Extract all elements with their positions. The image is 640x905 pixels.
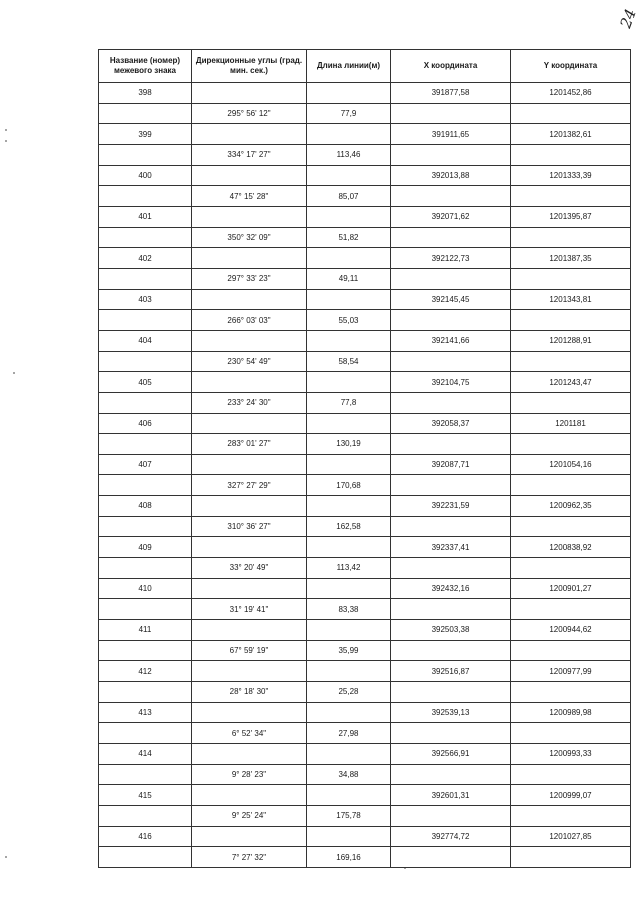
table-header-row	[99, 50, 631, 83]
table-row	[99, 805, 631, 826]
x-coordinate-cell: 392503,38	[391, 620, 511, 641]
angle-cell: 283° 01' 27"	[192, 434, 307, 455]
table-row	[99, 847, 631, 868]
x-coordinate-cell	[391, 516, 511, 537]
name-cell: 400	[99, 165, 192, 186]
name-cell: 401	[99, 206, 192, 227]
length-cell	[307, 661, 391, 682]
x-coordinate-cell: 392122,73	[391, 248, 511, 269]
length-cell: 34,88	[307, 764, 391, 785]
y-coordinate-cell: 1201395,87	[511, 206, 631, 227]
table-row	[99, 165, 631, 186]
length-cell: 77,8	[307, 392, 391, 413]
y-coordinate-cell	[511, 186, 631, 207]
x-coordinate-cell	[391, 847, 511, 868]
table-row	[99, 723, 631, 744]
length-cell	[307, 165, 391, 186]
x-coordinate-cell	[391, 186, 511, 207]
x-coordinate-cell	[391, 558, 511, 579]
scan-speck	[13, 372, 15, 374]
table-row	[99, 475, 631, 496]
y-coordinate-cell: 1200901,27	[511, 578, 631, 599]
y-coordinate-cell: 1201452,86	[511, 83, 631, 104]
x-coordinate-cell: 392539,13	[391, 702, 511, 723]
angle-cell	[192, 454, 307, 475]
name-cell	[99, 558, 192, 579]
table-row	[99, 206, 631, 227]
table-row	[99, 372, 631, 393]
y-coordinate-cell	[511, 558, 631, 579]
x-coordinate-cell	[391, 268, 511, 289]
angle-cell: 310° 36' 27"	[192, 516, 307, 537]
name-cell	[99, 434, 192, 455]
y-coordinate-cell: 1201387,35	[511, 248, 631, 269]
x-coordinate-cell: 392141,66	[391, 330, 511, 351]
x-coordinate-cell	[391, 144, 511, 165]
length-cell	[307, 537, 391, 558]
y-coordinate-cell	[511, 351, 631, 372]
angle-cell: 28° 18' 30"	[192, 682, 307, 703]
name-cell: 407	[99, 454, 192, 475]
length-cell: 162,58	[307, 516, 391, 537]
angle-cell	[192, 661, 307, 682]
x-coordinate-cell	[391, 475, 511, 496]
angle-cell: 6° 52' 34"	[192, 723, 307, 744]
length-cell: 25,28	[307, 682, 391, 703]
x-coordinate-cell: 392601,31	[391, 785, 511, 806]
length-cell: 55,03	[307, 310, 391, 331]
name-cell	[99, 640, 192, 661]
y-coordinate-cell	[511, 268, 631, 289]
length-cell: 49,11	[307, 268, 391, 289]
length-cell	[307, 785, 391, 806]
y-coordinate-cell	[511, 310, 631, 331]
name-cell	[99, 847, 192, 868]
name-cell: 408	[99, 496, 192, 517]
x-coordinate-cell: 392516,87	[391, 661, 511, 682]
x-coordinate-cell: 391911,65	[391, 124, 511, 145]
length-cell: 83,38	[307, 599, 391, 620]
table-row	[99, 516, 631, 537]
name-cell	[99, 764, 192, 785]
length-cell: 77,9	[307, 103, 391, 124]
table-row	[99, 351, 631, 372]
x-coordinate-cell	[391, 805, 511, 826]
name-cell	[99, 682, 192, 703]
x-coordinate-cell: 392231,59	[391, 496, 511, 517]
length-cell: 51,82	[307, 227, 391, 248]
y-coordinate-cell	[511, 434, 631, 455]
table-row	[99, 434, 631, 455]
table-row	[99, 578, 631, 599]
x-coordinate-cell	[391, 599, 511, 620]
x-coordinate-cell: 391877,58	[391, 83, 511, 104]
name-cell: 404	[99, 330, 192, 351]
table-row	[99, 826, 631, 847]
angle-cell: 33° 20' 49"	[192, 558, 307, 579]
angle-cell: 47° 15' 28"	[192, 186, 307, 207]
angle-cell	[192, 248, 307, 269]
table-row	[99, 661, 631, 682]
y-coordinate-cell	[511, 599, 631, 620]
table-row	[99, 124, 631, 145]
length-cell: 58,54	[307, 351, 391, 372]
name-cell: 399	[99, 124, 192, 145]
angle-cell: 295° 56' 12"	[192, 103, 307, 124]
length-cell: 85,07	[307, 186, 391, 207]
angle-cell: 266° 03' 03"	[192, 310, 307, 331]
table-body	[99, 83, 631, 868]
length-cell	[307, 578, 391, 599]
name-cell: 411	[99, 620, 192, 641]
table-row	[99, 186, 631, 207]
name-cell	[99, 310, 192, 331]
x-coordinate-cell: 392145,45	[391, 289, 511, 310]
y-coordinate-cell	[511, 516, 631, 537]
angle-cell: 9° 25' 24"	[192, 805, 307, 826]
length-cell: 130,19	[307, 434, 391, 455]
y-coordinate-cell: 1200962,35	[511, 496, 631, 517]
name-cell	[99, 227, 192, 248]
angle-cell: 67° 59' 19"	[192, 640, 307, 661]
angle-cell: 230° 54' 49"	[192, 351, 307, 372]
length-cell	[307, 124, 391, 145]
angle-cell: 297° 33' 23"	[192, 268, 307, 289]
table-row	[99, 268, 631, 289]
length-cell	[307, 248, 391, 269]
table-row	[99, 702, 631, 723]
coordinates-table	[98, 49, 631, 868]
name-cell	[99, 723, 192, 744]
angle-cell	[192, 496, 307, 517]
y-coordinate-cell	[511, 640, 631, 661]
x-coordinate-cell	[391, 723, 511, 744]
angle-cell: 7° 27' 32"	[192, 847, 307, 868]
name-cell: 416	[99, 826, 192, 847]
angle-cell	[192, 289, 307, 310]
angle-cell	[192, 578, 307, 599]
x-coordinate-cell: 392058,37	[391, 413, 511, 434]
table-row	[99, 248, 631, 269]
x-coordinate-cell: 392013,88	[391, 165, 511, 186]
table-row	[99, 620, 631, 641]
table-row	[99, 144, 631, 165]
name-cell: 402	[99, 248, 192, 269]
angle-cell	[192, 785, 307, 806]
header-x: X координата	[391, 50, 511, 83]
angle-cell: 9° 28' 23"	[192, 764, 307, 785]
angle-cell: 31° 19' 41"	[192, 599, 307, 620]
angle-cell: 334° 17' 27"	[192, 144, 307, 165]
y-coordinate-cell: 1200944,62	[511, 620, 631, 641]
table-row	[99, 227, 631, 248]
name-cell	[99, 103, 192, 124]
x-coordinate-cell	[391, 682, 511, 703]
length-cell	[307, 454, 391, 475]
table-row	[99, 682, 631, 703]
y-coordinate-cell	[511, 392, 631, 413]
length-cell	[307, 289, 391, 310]
name-cell: 413	[99, 702, 192, 723]
header-name: Название (номер) межевого знака	[99, 50, 192, 83]
angle-cell: 350° 32' 09"	[192, 227, 307, 248]
length-cell: 175,78	[307, 805, 391, 826]
x-coordinate-cell	[391, 103, 511, 124]
name-cell: 409	[99, 537, 192, 558]
length-cell: 27,98	[307, 723, 391, 744]
name-cell: 405	[99, 372, 192, 393]
x-coordinate-cell	[391, 310, 511, 331]
y-coordinate-cell: 1201181	[511, 413, 631, 434]
table-row	[99, 640, 631, 661]
table-row	[99, 496, 631, 517]
scan-speck	[5, 140, 7, 142]
length-cell: 113,46	[307, 144, 391, 165]
table-row	[99, 599, 631, 620]
page-number: 24	[616, 6, 640, 31]
table-row	[99, 83, 631, 104]
table-row	[99, 289, 631, 310]
name-cell	[99, 144, 192, 165]
y-coordinate-cell	[511, 682, 631, 703]
y-coordinate-cell	[511, 723, 631, 744]
y-coordinate-cell: 1201333,39	[511, 165, 631, 186]
y-coordinate-cell: 1200999,07	[511, 785, 631, 806]
angle-cell	[192, 124, 307, 145]
table-row	[99, 558, 631, 579]
length-cell	[307, 744, 391, 765]
length-cell	[307, 702, 391, 723]
name-cell: 398	[99, 83, 192, 104]
length-cell	[307, 413, 391, 434]
length-cell	[307, 826, 391, 847]
angle-cell	[192, 537, 307, 558]
table-row	[99, 785, 631, 806]
x-coordinate-cell	[391, 227, 511, 248]
length-cell: 35,99	[307, 640, 391, 661]
x-coordinate-cell	[391, 640, 511, 661]
angle-cell: 233° 24' 30"	[192, 392, 307, 413]
name-cell: 403	[99, 289, 192, 310]
length-cell	[307, 206, 391, 227]
x-coordinate-cell: 392432,16	[391, 578, 511, 599]
length-cell: 113,42	[307, 558, 391, 579]
angle-cell	[192, 372, 307, 393]
x-coordinate-cell: 392087,71	[391, 454, 511, 475]
x-coordinate-cell: 392566,91	[391, 744, 511, 765]
scan-speck	[5, 129, 7, 131]
scan-speck	[5, 856, 7, 858]
table-row	[99, 454, 631, 475]
y-coordinate-cell: 1201288,91	[511, 330, 631, 351]
name-cell: 406	[99, 413, 192, 434]
angle-cell	[192, 83, 307, 104]
name-cell: 412	[99, 661, 192, 682]
angle-cell	[192, 330, 307, 351]
length-cell	[307, 620, 391, 641]
length-cell	[307, 330, 391, 351]
table-row	[99, 392, 631, 413]
angle-cell	[192, 620, 307, 641]
length-cell	[307, 83, 391, 104]
name-cell	[99, 351, 192, 372]
x-coordinate-cell	[391, 351, 511, 372]
y-coordinate-cell	[511, 764, 631, 785]
name-cell	[99, 599, 192, 620]
table-row	[99, 744, 631, 765]
name-cell	[99, 805, 192, 826]
table-row	[99, 413, 631, 434]
angle-cell: 327° 27' 29"	[192, 475, 307, 496]
x-coordinate-cell	[391, 392, 511, 413]
angle-cell	[192, 165, 307, 186]
y-coordinate-cell: 1200977,99	[511, 661, 631, 682]
name-cell	[99, 516, 192, 537]
length-cell: 170,68	[307, 475, 391, 496]
name-cell	[99, 268, 192, 289]
angle-cell	[192, 826, 307, 847]
length-cell: 169,16	[307, 847, 391, 868]
y-coordinate-cell	[511, 103, 631, 124]
table-row	[99, 330, 631, 351]
y-coordinate-cell	[511, 475, 631, 496]
angle-cell	[192, 702, 307, 723]
y-coordinate-cell: 1201027,85	[511, 826, 631, 847]
table-row	[99, 103, 631, 124]
y-coordinate-cell	[511, 144, 631, 165]
header-y: Y координата	[511, 50, 631, 83]
y-coordinate-cell: 1201343,81	[511, 289, 631, 310]
y-coordinate-cell: 1201382,61	[511, 124, 631, 145]
name-cell: 414	[99, 744, 192, 765]
x-coordinate-cell: 392104,75	[391, 372, 511, 393]
header-angles: Дирекционные углы (град. мин. сек.)	[192, 50, 307, 83]
x-coordinate-cell: 392337,41	[391, 537, 511, 558]
y-coordinate-cell	[511, 227, 631, 248]
y-coordinate-cell: 1201243,47	[511, 372, 631, 393]
angle-cell	[192, 413, 307, 434]
name-cell	[99, 475, 192, 496]
y-coordinate-cell: 1200989,98	[511, 702, 631, 723]
y-coordinate-cell: 1200838,92	[511, 537, 631, 558]
x-coordinate-cell	[391, 764, 511, 785]
angle-cell	[192, 206, 307, 227]
angle-cell	[192, 744, 307, 765]
table-row	[99, 764, 631, 785]
length-cell	[307, 496, 391, 517]
name-cell	[99, 392, 192, 413]
table-row	[99, 310, 631, 331]
table-row	[99, 537, 631, 558]
y-coordinate-cell: 1201054,16	[511, 454, 631, 475]
name-cell	[99, 186, 192, 207]
y-coordinate-cell: 1200993,33	[511, 744, 631, 765]
x-coordinate-cell	[391, 434, 511, 455]
y-coordinate-cell	[511, 805, 631, 826]
name-cell: 410	[99, 578, 192, 599]
length-cell	[307, 372, 391, 393]
x-coordinate-cell: 392071,62	[391, 206, 511, 227]
x-coordinate-cell: 392774,72	[391, 826, 511, 847]
name-cell: 415	[99, 785, 192, 806]
y-coordinate-cell	[511, 847, 631, 868]
header-length: Длина линии(м)	[307, 50, 391, 83]
